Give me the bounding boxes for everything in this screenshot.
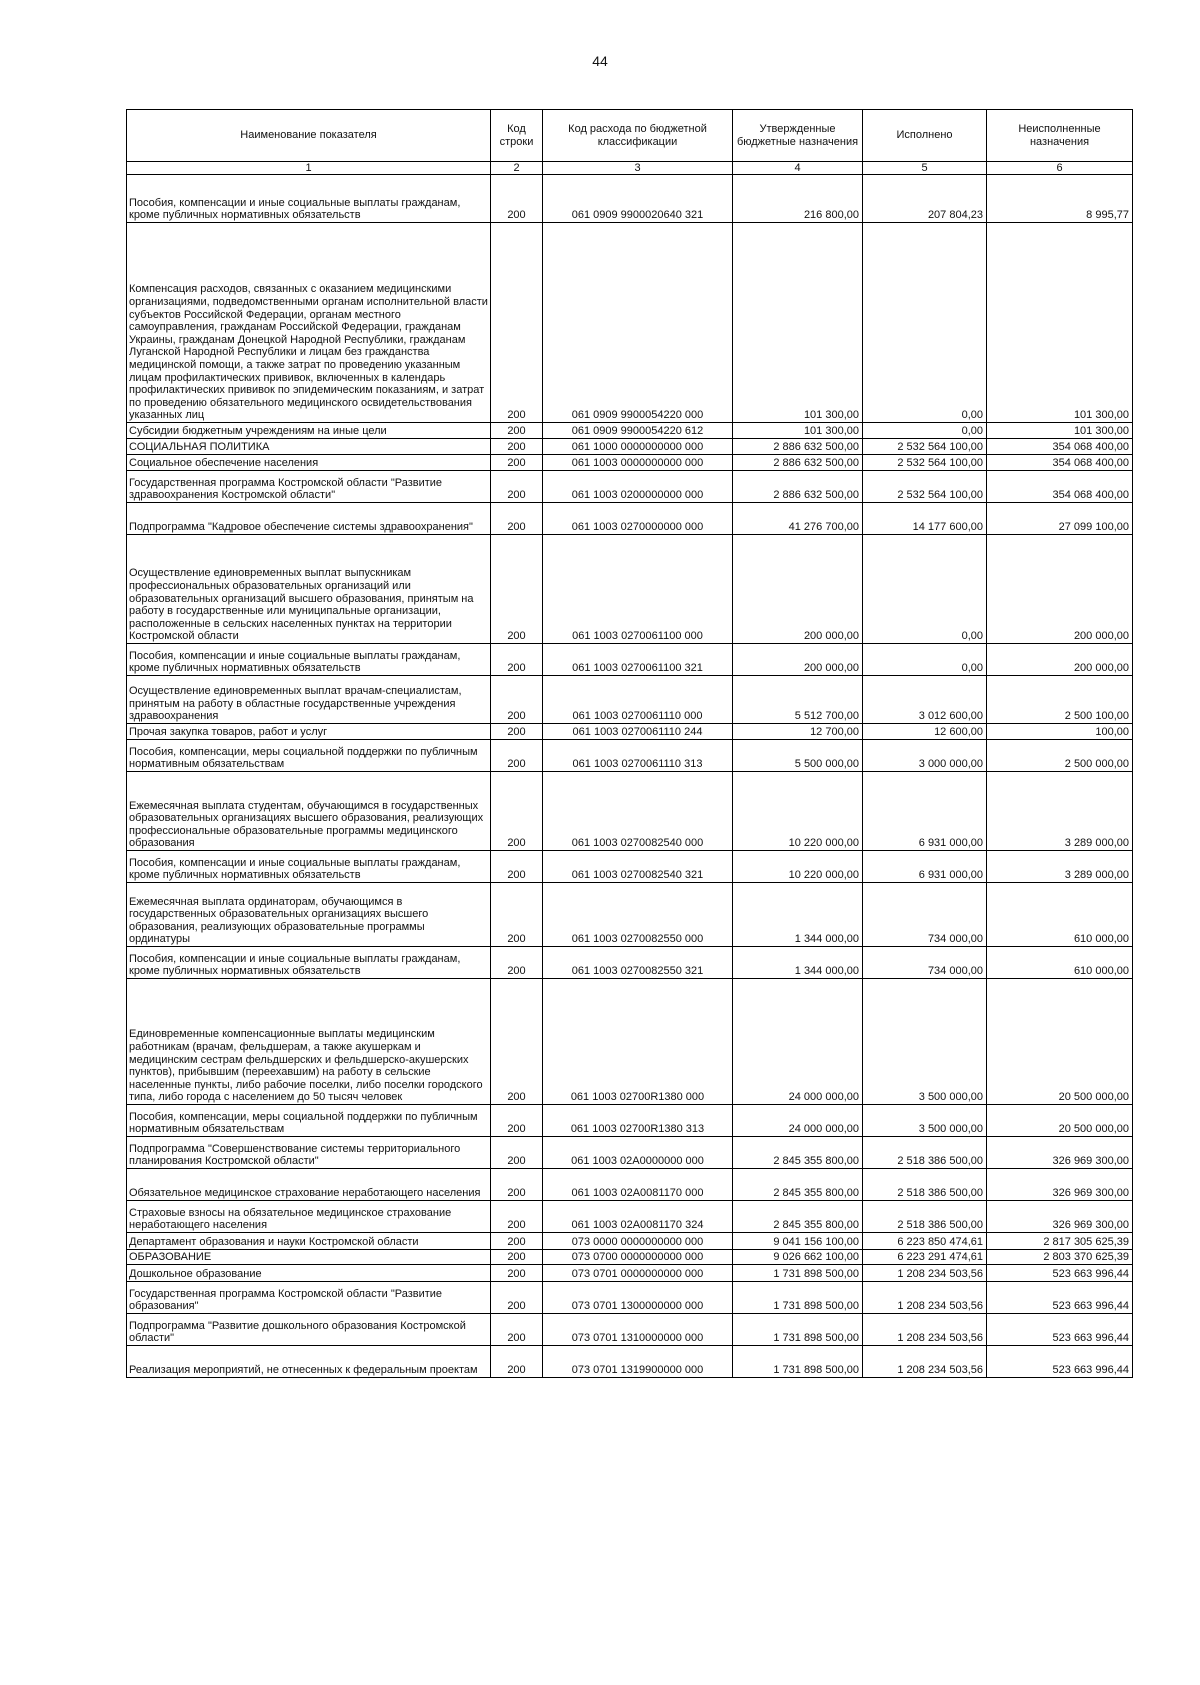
column-number: 2 <box>491 162 543 175</box>
row-line-code: 200 <box>491 455 543 471</box>
row-name: СОЦИАЛЬНАЯ ПОЛИТИКА <box>127 439 491 455</box>
row-unexecuted: 200 000,00 <box>987 535 1133 644</box>
row-approved: 2 845 355 800,00 <box>733 1201 863 1233</box>
row-unexecuted: 3 289 000,00 <box>987 772 1133 851</box>
row-expense-code: 073 0701 0000000000 000 <box>543 1265 733 1282</box>
row-expense-code: 061 1003 0270082540 321 <box>543 851 733 883</box>
row-unexecuted: 8 995,77 <box>987 175 1133 223</box>
row-unexecuted: 523 663 996,44 <box>987 1346 1133 1378</box>
table-row <box>127 676 1133 724</box>
row-approved: 24 000 000,00 <box>733 1105 863 1137</box>
row-executed: 6 931 000,00 <box>863 772 987 851</box>
table-row <box>127 535 1133 644</box>
table-row <box>127 883 1133 947</box>
table-row <box>127 455 1133 471</box>
row-unexecuted: 2 803 370 625,39 <box>987 1250 1133 1265</box>
row-unexecuted: 326 969 300,00 <box>987 1137 1133 1169</box>
row-approved: 12 700,00 <box>733 724 863 740</box>
row-name: Осуществление единовременных выплат врачам-специалистам, принятым на работу в областные государственные учреждения здравоохранения <box>127 676 491 724</box>
row-approved: 2 845 355 800,00 <box>733 1169 863 1201</box>
row-expense-code: 061 1003 0270082550 321 <box>543 947 733 979</box>
row-name: Прочая закупка товаров, работ и услуг <box>127 724 491 740</box>
row-name: Осуществление единовременных выплат выпускникам профессиональных образовательных организаций или образовательных организаций высшего образования, принятым на работу в государственные или муниципальные организации, расположенные в сельских населенных пунктах на территории Костромской области <box>127 535 491 644</box>
row-expense-code: 061 1003 0200000000 000 <box>543 471 733 503</box>
row-expense-code: 061 1003 0270061110 313 <box>543 740 733 772</box>
row-name: Социальное обеспечение населения <box>127 455 491 471</box>
row-executed: 207 804,23 <box>863 175 987 223</box>
table-row <box>127 471 1133 503</box>
row-name: Ежемесячная выплата ординаторам, обучающимся в государственных образовательных организациях высшего образования, реализующих образовательные программы ординатуры <box>127 883 491 947</box>
row-approved: 200 000,00 <box>733 535 863 644</box>
table-row <box>127 851 1133 883</box>
row-line-code: 200 <box>491 1105 543 1137</box>
row-approved: 5 512 700,00 <box>733 676 863 724</box>
table-row <box>127 1314 1133 1346</box>
row-name: Ежемесячная выплата студентам, обучающимся в государственных образовательных организациях высшего образования, реализующих профессиональные образовательные программы медицинского образования <box>127 772 491 851</box>
row-expense-code: 061 1003 02A0000000 000 <box>543 1137 733 1169</box>
row-line-code: 200 <box>491 740 543 772</box>
row-approved: 1 731 898 500,00 <box>733 1314 863 1346</box>
row-executed: 6 931 000,00 <box>863 851 987 883</box>
row-unexecuted: 3 289 000,00 <box>987 851 1133 883</box>
row-name: Пособия, компенсации и иные социальные выплаты гражданам, кроме публичных нормативных обязательств <box>127 644 491 676</box>
table-row <box>127 1105 1133 1137</box>
row-expense-code: 061 1000 0000000000 000 <box>543 439 733 455</box>
row-executed: 734 000,00 <box>863 883 987 947</box>
row-approved: 24 000 000,00 <box>733 979 863 1105</box>
row-unexecuted: 101 300,00 <box>987 223 1133 423</box>
table-row <box>127 1169 1133 1201</box>
table-row <box>127 979 1133 1105</box>
table-row <box>127 644 1133 676</box>
table-row <box>127 1233 1133 1250</box>
row-executed: 6 223 850 474,61 <box>863 1233 987 1250</box>
row-unexecuted: 610 000,00 <box>987 947 1133 979</box>
row-executed: 6 223 291 474,61 <box>863 1250 987 1265</box>
row-approved: 5 500 000,00 <box>733 740 863 772</box>
row-expense-code: 061 1003 0000000000 000 <box>543 455 733 471</box>
row-unexecuted: 523 663 996,44 <box>987 1314 1133 1346</box>
row-approved: 10 220 000,00 <box>733 851 863 883</box>
column-number: 5 <box>863 162 987 175</box>
header-row <box>127 110 1133 162</box>
row-executed: 2 532 564 100,00 <box>863 439 987 455</box>
row-name: Государственная программа Костромской области "Развитие здравоохранения Костромской области" <box>127 471 491 503</box>
row-line-code: 200 <box>491 1137 543 1169</box>
row-expense-code: 061 0909 9900054220 000 <box>543 223 733 423</box>
row-executed: 3 500 000,00 <box>863 1105 987 1137</box>
column-number: 1 <box>127 162 491 175</box>
row-executed: 1 208 234 503,56 <box>863 1265 987 1282</box>
row-expense-code: 061 1003 0270000000 000 <box>543 503 733 535</box>
row-expense-code: 061 1003 02A0081170 324 <box>543 1201 733 1233</box>
row-name: Компенсация расходов, связанных с оказанием медицинскими организациями, подведомственными органам исполнительной власти субъектов Российской Федерации, органам местного самоуправления, гражданам Российской Федерации, гражданам Украины, гражданам Донецкой Народной Республики, гражданам Луганской Народной Республики и лицам без гражданства медицинской помощи, а также затрат по проведению указанным лицам профилактических прививок, включенных в календарь профилактических прививок по эпидемическим показаниям, и затрат по проведению обязательного медицинского освидетельствования указанных лиц <box>127 223 491 423</box>
row-unexecuted: 2 500 100,00 <box>987 676 1133 724</box>
row-line-code: 200 <box>491 644 543 676</box>
row-unexecuted: 326 969 300,00 <box>987 1169 1133 1201</box>
row-name: Дошкольное образование <box>127 1265 491 1282</box>
row-approved: 10 220 000,00 <box>733 772 863 851</box>
table-row <box>127 947 1133 979</box>
header-approved: Утвержденные бюджетные назначения <box>733 110 863 162</box>
row-expense-code: 073 0701 1310000000 000 <box>543 1314 733 1346</box>
row-line-code: 200 <box>491 1282 543 1314</box>
row-expense-code: 061 1003 0270061110 000 <box>543 676 733 724</box>
row-approved: 2 845 355 800,00 <box>733 1137 863 1169</box>
row-executed: 12 600,00 <box>863 724 987 740</box>
row-name: Пособия, компенсации и иные социальные выплаты гражданам, кроме публичных нормативных обязательств <box>127 851 491 883</box>
column-number-row <box>127 162 1133 175</box>
row-expense-code: 061 1003 0270061100 321 <box>543 644 733 676</box>
row-executed: 0,00 <box>863 423 987 439</box>
header-indicator-name: Наименование показателя <box>127 110 491 162</box>
column-number: 3 <box>543 162 733 175</box>
row-unexecuted: 326 969 300,00 <box>987 1201 1133 1233</box>
row-unexecuted: 523 663 996,44 <box>987 1265 1133 1282</box>
row-line-code: 200 <box>491 772 543 851</box>
row-line-code: 200 <box>491 439 543 455</box>
row-unexecuted: 20 500 000,00 <box>987 979 1133 1105</box>
budget-execution-table <box>126 109 1133 1378</box>
table-body <box>127 175 1133 1378</box>
row-name: Субсидии бюджетным учреждениям на иные цели <box>127 423 491 439</box>
row-name: ОБРАЗОВАНИЕ <box>127 1250 491 1265</box>
row-line-code: 200 <box>491 423 543 439</box>
row-expense-code: 061 0909 9900020640 321 <box>543 175 733 223</box>
row-line-code: 200 <box>491 1233 543 1250</box>
header-expense-code: Код расхода по бюджетной классификации <box>543 110 733 162</box>
row-unexecuted: 610 000,00 <box>987 883 1133 947</box>
row-approved: 101 300,00 <box>733 223 863 423</box>
row-approved: 9 026 662 100,00 <box>733 1250 863 1265</box>
row-expense-code: 073 0701 1300000000 000 <box>543 1282 733 1314</box>
row-line-code: 200 <box>491 1250 543 1265</box>
row-expense-code: 061 1003 02700R1380 313 <box>543 1105 733 1137</box>
column-number: 4 <box>733 162 863 175</box>
row-unexecuted: 101 300,00 <box>987 423 1133 439</box>
row-name: Страховые взносы на обязательное медицинское страхование неработающего населения <box>127 1201 491 1233</box>
row-name: Обязательное медицинское страхование неработающего населения <box>127 1169 491 1201</box>
row-line-code: 200 <box>491 979 543 1105</box>
row-expense-code: 073 0000 0000000000 000 <box>543 1233 733 1250</box>
row-line-code: 200 <box>491 724 543 740</box>
row-approved: 200 000,00 <box>733 644 863 676</box>
row-unexecuted: 27 099 100,00 <box>987 503 1133 535</box>
row-approved: 1 344 000,00 <box>733 947 863 979</box>
row-expense-code: 061 1003 0270082540 000 <box>543 772 733 851</box>
row-name: Пособия, компенсации и иные социальные выплаты гражданам, кроме публичных нормативных обязательств <box>127 175 491 223</box>
row-executed: 2 518 386 500,00 <box>863 1137 987 1169</box>
row-approved: 1 344 000,00 <box>733 883 863 947</box>
table-row <box>127 1137 1133 1169</box>
row-line-code: 200 <box>491 947 543 979</box>
header-executed: Исполнено <box>863 110 987 162</box>
row-expense-code: 061 1003 02A0081170 000 <box>543 1169 733 1201</box>
row-executed: 2 518 386 500,00 <box>863 1201 987 1233</box>
row-unexecuted: 2 817 305 625,39 <box>987 1233 1133 1250</box>
row-approved: 2 886 632 500,00 <box>733 455 863 471</box>
row-executed: 734 000,00 <box>863 947 987 979</box>
row-line-code: 200 <box>491 1201 543 1233</box>
row-expense-code: 061 1003 0270061100 000 <box>543 535 733 644</box>
row-executed: 1 208 234 503,56 <box>863 1346 987 1378</box>
table-row <box>127 503 1133 535</box>
row-executed: 2 518 386 500,00 <box>863 1169 987 1201</box>
row-executed: 2 532 564 100,00 <box>863 455 987 471</box>
table-row <box>127 740 1133 772</box>
row-executed: 0,00 <box>863 644 987 676</box>
row-name: Пособия, компенсации, меры социальной поддержки по публичным нормативным обязательствам <box>127 740 491 772</box>
column-number: 6 <box>987 162 1133 175</box>
row-name: Департамент образования и науки Костромской области <box>127 1233 491 1250</box>
row-unexecuted: 200 000,00 <box>987 644 1133 676</box>
row-approved: 101 300,00 <box>733 423 863 439</box>
table-row <box>127 724 1133 740</box>
row-unexecuted: 2 500 000,00 <box>987 740 1133 772</box>
table-row <box>127 423 1133 439</box>
table-row <box>127 223 1133 423</box>
table-row <box>127 1282 1133 1314</box>
header-unexecuted: Неисполненные назначения <box>987 110 1133 162</box>
row-line-code: 200 <box>491 1314 543 1346</box>
row-line-code: 200 <box>491 1346 543 1378</box>
table-row <box>127 175 1133 223</box>
row-expense-code: 061 1003 0270082550 000 <box>543 883 733 947</box>
row-line-code: 200 <box>491 471 543 503</box>
row-expense-code: 073 0700 0000000000 000 <box>543 1250 733 1265</box>
row-expense-code: 061 1003 0270061110 244 <box>543 724 733 740</box>
row-unexecuted: 354 068 400,00 <box>987 471 1133 503</box>
row-line-code: 200 <box>491 1169 543 1201</box>
row-executed: 14 177 600,00 <box>863 503 987 535</box>
table-row <box>127 1346 1133 1378</box>
row-executed: 3 500 000,00 <box>863 979 987 1105</box>
row-expense-code: 061 0909 9900054220 612 <box>543 423 733 439</box>
row-executed: 3 012 600,00 <box>863 676 987 724</box>
row-approved: 1 731 898 500,00 <box>733 1265 863 1282</box>
row-executed: 2 532 564 100,00 <box>863 471 987 503</box>
row-unexecuted: 354 068 400,00 <box>987 439 1133 455</box>
row-approved: 9 041 156 100,00 <box>733 1233 863 1250</box>
table-row <box>127 439 1133 455</box>
row-executed: 0,00 <box>863 223 987 423</box>
row-approved: 2 886 632 500,00 <box>733 471 863 503</box>
row-name: Реализация мероприятий, не отнесенных к федеральным проектам <box>127 1346 491 1378</box>
row-name: Подпрограмма "Развитие дошкольного образования Костромской области" <box>127 1314 491 1346</box>
row-approved: 1 731 898 500,00 <box>733 1346 863 1378</box>
row-name: Подпрограмма "Совершенствование системы территориального планирования Костромской области" <box>127 1137 491 1169</box>
row-name: Единовременные компенсационные выплаты медицинским работникам (врачам, фельдшерам, а также акушеркам и медицинским сестрам фельдшерских и фельдшерско-акушерских пунктов), прибывшим (переехавшим) на работу в сельские населенные пункты, либо рабочие поселки, либо поселки городского типа, либо города с населением до 50 тысяч человек <box>127 979 491 1105</box>
row-approved: 41 276 700,00 <box>733 503 863 535</box>
page-number: 44 <box>592 53 608 69</box>
table-row <box>127 1250 1133 1265</box>
row-approved: 216 800,00 <box>733 175 863 223</box>
table-row <box>127 1201 1133 1233</box>
row-expense-code: 073 0701 1319900000 000 <box>543 1346 733 1378</box>
table-row <box>127 1265 1133 1282</box>
row-line-code: 200 <box>491 851 543 883</box>
row-line-code: 200 <box>491 676 543 724</box>
row-name: Пособия, компенсации, меры социальной поддержки по публичным нормативным обязательствам <box>127 1105 491 1137</box>
row-executed: 1 208 234 503,56 <box>863 1314 987 1346</box>
row-line-code: 200 <box>491 503 543 535</box>
row-line-code: 200 <box>491 535 543 644</box>
row-name: Подпрограмма "Кадровое обеспечение системы здравоохранения" <box>127 503 491 535</box>
row-unexecuted: 100,00 <box>987 724 1133 740</box>
row-unexecuted: 354 068 400,00 <box>987 455 1133 471</box>
row-expense-code: 061 1003 02700R1380 000 <box>543 979 733 1105</box>
row-line-code: 200 <box>491 175 543 223</box>
row-unexecuted: 523 663 996,44 <box>987 1282 1133 1314</box>
row-line-code: 200 <box>491 1265 543 1282</box>
header-line-code: Код строки <box>491 110 543 162</box>
row-executed: 1 208 234 503,56 <box>863 1282 987 1314</box>
table-row <box>127 772 1133 851</box>
row-unexecuted: 20 500 000,00 <box>987 1105 1133 1137</box>
row-approved: 1 731 898 500,00 <box>733 1282 863 1314</box>
row-executed: 0,00 <box>863 535 987 644</box>
row-executed: 3 000 000,00 <box>863 740 987 772</box>
row-approved: 2 886 632 500,00 <box>733 439 863 455</box>
row-name: Пособия, компенсации и иные социальные выплаты гражданам, кроме публичных нормативных обязательств <box>127 947 491 979</box>
row-name: Государственная программа Костромской области "Развитие образования" <box>127 1282 491 1314</box>
row-line-code: 200 <box>491 883 543 947</box>
row-line-code: 200 <box>491 223 543 423</box>
